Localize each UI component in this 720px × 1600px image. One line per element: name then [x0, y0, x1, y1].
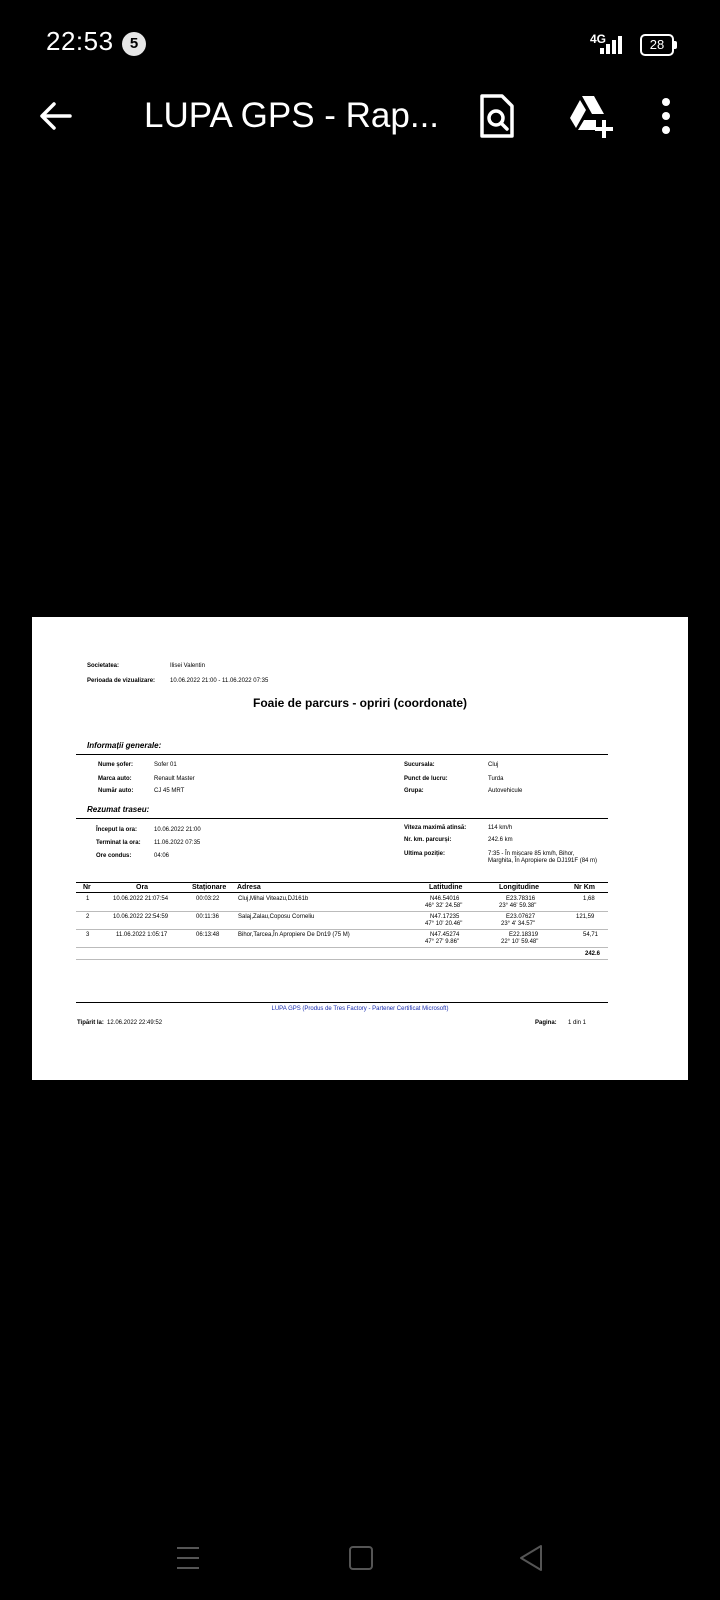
table-top-border	[76, 882, 608, 883]
network-type: 4G	[590, 32, 607, 46]
cell-ora: 10.06.2022 21:07:54	[113, 896, 169, 902]
km-value: 242.6 km	[488, 837, 513, 843]
battery-icon	[640, 34, 674, 56]
app-bar	[0, 88, 720, 152]
footer-divider	[76, 1002, 608, 1003]
period-label: Perioada de vizualizare:	[87, 678, 156, 684]
cell-stationare: 06:13:48	[196, 932, 220, 938]
report-document	[32, 617, 688, 1080]
footer-link[interactable]: LUPA GPS (Produs de Tres Factory - Partener Certificat Microsoft)	[271, 1006, 449, 1012]
file-search-icon[interactable]	[472, 92, 520, 140]
end-label: Terminat la ora:	[96, 840, 141, 846]
hours-label: Ore condus:	[96, 853, 132, 859]
row-divider	[76, 929, 608, 930]
row-divider	[76, 911, 608, 912]
col-header-nr: Nr	[83, 884, 91, 891]
system-nav-bar	[0, 1530, 720, 1586]
report-title: Foaie de parcurs - opriri (coordonate)	[252, 696, 468, 710]
cell-lat-dms: 47° 10' 20.46"	[425, 921, 463, 927]
row-divider	[76, 959, 608, 960]
period-value: 10.06.2022 21:00 - 11.06.2022 07:35	[170, 678, 269, 684]
cell-nr: 2	[86, 914, 90, 920]
cell-lat-dms: 47° 27' 9.86"	[425, 939, 460, 945]
last-position-value-2: Marghita, În Apropiere de DJ191F (84 m)	[488, 858, 598, 864]
home-square-icon[interactable]	[348, 1544, 374, 1572]
cell-nr: 1	[86, 896, 90, 902]
status-time: 22:53	[46, 26, 114, 56]
cell-km: 1,68	[583, 896, 595, 902]
cell-ora: 11.06.2022 1:05:17	[116, 932, 168, 938]
back-arrow-icon[interactable]	[36, 96, 76, 136]
notification-count-badge: 5	[122, 32, 146, 56]
route-heading: Rezumat traseu:	[87, 805, 150, 814]
col-header-stationare: Staționare	[192, 884, 227, 891]
cell-adresa: Bihor,Tarcea,În Apropiere De Dn19 (75 M)	[238, 932, 350, 938]
network-signal-icon	[588, 30, 628, 56]
cell-lon: E22.18319	[509, 932, 539, 938]
cell-lon-dms: 23° 4' 34.57"	[501, 921, 536, 927]
col-header-nrkm: Nr Km	[574, 884, 596, 891]
page-label: Pagina:	[535, 1020, 557, 1026]
cell-km: 121,59	[576, 914, 595, 920]
max-speed-label: Viteza maximă atinsă:	[404, 825, 467, 831]
brand-value: Renault Master	[154, 776, 195, 782]
row-divider	[76, 947, 608, 948]
col-header-latitudine: Latitudine	[429, 884, 463, 891]
cell-lat-dms: 46° 32' 24.58"	[425, 903, 463, 909]
driver-value: Sofer 01	[154, 762, 177, 768]
group-value: Autovehicule	[488, 788, 523, 794]
company-label: Societatea:	[87, 663, 120, 669]
printed-value: 12.06.2022 22:49:52	[107, 1020, 163, 1026]
start-label: Început la ora:	[96, 827, 138, 833]
col-header-ora: Ora	[136, 884, 149, 891]
more-vert-icon[interactable]	[652, 92, 680, 140]
cell-adresa: Salaj,Zalau,Coposu Corneliu	[238, 914, 315, 920]
table-header-border	[76, 892, 608, 893]
cell-nr: 3	[86, 932, 90, 938]
cell-stationare: 00:11:36	[196, 914, 219, 920]
info-heading: Informații generale:	[87, 741, 162, 750]
col-header-longitudine: Longitudine	[499, 884, 540, 891]
cell-lat: N47.17235	[430, 914, 460, 920]
km-label: Nr. km. parcurși:	[404, 837, 452, 843]
cell-lon-dms: 23° 46' 59.38"	[499, 903, 537, 909]
hours-value: 04:06	[154, 853, 170, 859]
last-position-label: Ultima poziție:	[404, 851, 446, 857]
workpoint-value: Turda	[488, 776, 504, 782]
col-header-adresa: Adresa	[237, 884, 261, 891]
branch-label: Sucursala:	[404, 762, 435, 768]
drive-add-icon[interactable]	[566, 92, 614, 140]
cell-km: 54,71	[583, 932, 599, 938]
status-bar	[0, 0, 720, 88]
cell-lat: N46.54016	[430, 896, 460, 902]
page-value: 1 din 1	[568, 1020, 587, 1026]
document-title: LUPA GPS - Rap...	[144, 96, 440, 135]
driver-label: Nume șofer:	[98, 762, 134, 768]
branch-value: Cluj	[488, 762, 499, 768]
cell-lat: N47.45274	[430, 932, 460, 938]
cell-stationare: 00:03:22	[196, 896, 220, 902]
divider	[76, 754, 608, 755]
brand-label: Marca auto:	[98, 776, 132, 782]
cell-lon: E23.78316	[506, 896, 536, 902]
cell-lon: E23.07627	[506, 914, 536, 920]
last-position-value: 7:35 - În mișcare 85 km/h, Bihor,	[488, 851, 575, 857]
cell-lon-dms: 22° 10' 59.48"	[501, 939, 539, 945]
recents-menu-icon[interactable]	[176, 1544, 200, 1572]
company-value: Ilisei Valentin	[170, 663, 205, 669]
plate-value: CJ 45 MRT	[154, 788, 185, 794]
divider	[76, 818, 608, 819]
group-label: Grupa:	[404, 788, 424, 794]
back-triangle-icon[interactable]	[518, 1544, 544, 1572]
max-speed-value: 114 km/h	[488, 825, 513, 831]
cell-adresa: Cluj,Mihai Viteazu,DJ161b	[238, 896, 309, 902]
pdf-page[interactable]	[32, 617, 688, 1080]
battery-level: 28	[649, 37, 665, 52]
workpoint-label: Punct de lucru:	[404, 776, 448, 782]
total-km: 242.6	[585, 951, 601, 957]
printed-label: Tipărit la:	[77, 1020, 104, 1026]
plate-label: Număr auto:	[98, 788, 134, 794]
end-value: 11.06.2022 07:35	[154, 840, 201, 846]
start-value: 10.06.2022 21:00	[154, 827, 201, 833]
cell-ora: 10.06.2022 22:54:59	[113, 914, 169, 920]
